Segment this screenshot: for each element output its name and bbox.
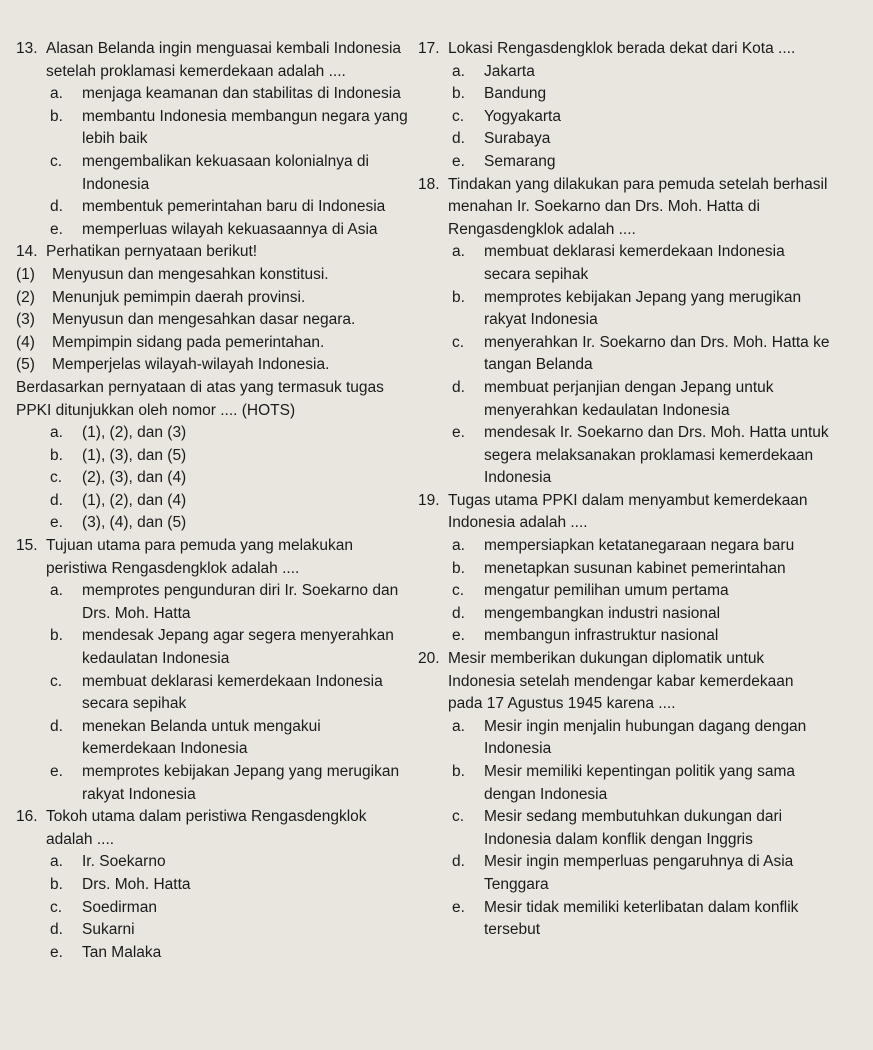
question-19 bbox=[418, 490, 830, 648]
question-15 bbox=[16, 535, 408, 806]
question-stem bbox=[16, 38, 408, 83]
option-b[interactable] bbox=[452, 83, 830, 106]
question-text: Alasan Belanda ingin menguasai kembali Indonesia setelah proklamasi kemerdekaan adalah .... bbox=[46, 40, 402, 80]
statement-number: (5) bbox=[16, 356, 35, 374]
option-text: Mesir tidak memiliki keterlibatan dalam konflik tersebut bbox=[484, 898, 799, 939]
option-d[interactable] bbox=[50, 919, 408, 942]
option-text: membentuk pemerintahan baru di Indonesia bbox=[82, 198, 386, 216]
statement-number: (2) bbox=[16, 288, 35, 306]
option-letter: b. bbox=[452, 85, 465, 103]
option-d[interactable] bbox=[50, 196, 408, 219]
option-letter: d. bbox=[50, 921, 63, 939]
option-text: menyerahkan Ir. Soekarno dan Drs. Moh. Hatta ke tangan Belanda bbox=[484, 333, 830, 374]
option-letter: b. bbox=[452, 763, 465, 780]
statement-text: Menyusun dan mengesahkan dasar negara. bbox=[52, 311, 356, 329]
option-letter: e. bbox=[452, 627, 465, 645]
option-letter: d. bbox=[50, 198, 63, 216]
option-text: Yogyakarta bbox=[484, 107, 561, 125]
option-d[interactable] bbox=[50, 716, 408, 761]
option-c[interactable] bbox=[50, 897, 408, 920]
question-text: Mesir memberikan dukungan diplomatik untuk Indonesia setelah mendengar kabar kemerdekaan pada 17 Agustus 1945 karena .... bbox=[448, 650, 794, 713]
option-text: Bandung bbox=[484, 85, 547, 103]
option-letter: d. bbox=[452, 378, 465, 396]
option-text: Mesir ingin memperluas pengaruhnya di Asia Tenggara bbox=[484, 853, 794, 893]
option-letter: a. bbox=[50, 424, 63, 442]
option-text: Jakarta bbox=[484, 62, 535, 80]
statement-text: Menunjuk pemimpin daerah provinsi. bbox=[52, 288, 306, 306]
option-e[interactable] bbox=[50, 942, 408, 965]
option-text: Tan Malaka bbox=[82, 943, 162, 961]
option-a[interactable] bbox=[452, 535, 830, 558]
statement-number: (4) bbox=[16, 333, 35, 351]
option-c[interactable] bbox=[50, 467, 408, 490]
option-d[interactable] bbox=[452, 128, 830, 151]
option-letter: a. bbox=[452, 62, 465, 80]
option-letter: c. bbox=[50, 672, 63, 690]
option-letter: b. bbox=[50, 107, 63, 125]
option-letter: d. bbox=[50, 717, 63, 735]
right-column bbox=[418, 38, 830, 942]
question-followup: Berdasarkan pernyataan di atas yang termasuk tugas PPKI ditunjukkan oleh nomor .... (HOTS) bbox=[16, 378, 384, 419]
option-letter: c. bbox=[452, 107, 465, 125]
option-b[interactable] bbox=[452, 287, 830, 332]
statement-number: (3) bbox=[16, 311, 35, 329]
option-e[interactable] bbox=[452, 625, 830, 648]
question-stem bbox=[16, 535, 408, 580]
option-text: mengembalikan kekuasaan kolonialnya di Indonesia bbox=[82, 152, 369, 193]
statement-text: Menyusun dan mengesahkan konstitusi. bbox=[52, 265, 329, 283]
statement bbox=[16, 287, 408, 310]
options-list bbox=[16, 422, 408, 535]
statement bbox=[16, 354, 408, 377]
option-text: (3), (4), dan (5) bbox=[82, 514, 187, 532]
option-letter: c. bbox=[50, 152, 63, 170]
option-e[interactable] bbox=[50, 761, 408, 806]
question-stem bbox=[418, 174, 830, 242]
option-letter: e. bbox=[452, 152, 465, 170]
question-17 bbox=[418, 38, 830, 174]
question-number: 19. bbox=[418, 491, 440, 509]
option-d[interactable] bbox=[50, 490, 408, 513]
question-text: Lokasi Rengasdengklok berada dekat dari Kota .... bbox=[448, 40, 796, 57]
option-text: Surabaya bbox=[484, 130, 551, 148]
option-b[interactable] bbox=[452, 558, 830, 581]
option-letter: a. bbox=[50, 582, 63, 600]
option-c[interactable] bbox=[452, 106, 830, 129]
option-text: membantu Indonesia membangun negara yang lebih baik bbox=[82, 107, 408, 148]
options-list bbox=[418, 535, 830, 648]
option-e[interactable] bbox=[452, 897, 830, 942]
option-a[interactable] bbox=[452, 716, 830, 761]
option-text: memprotes kebijakan Jepang yang merugikan rakyat Indonesia bbox=[82, 763, 400, 803]
option-text: memperluas wilayah kekuasaannya di Asia bbox=[82, 220, 378, 238]
option-text: membuat deklarasi kemerdekaan Indonesia secara sepihak bbox=[484, 243, 785, 283]
option-text: menjaga keamanan dan stabilitas di Indonesia bbox=[82, 85, 401, 103]
option-letter: b. bbox=[50, 875, 63, 893]
option-d[interactable] bbox=[452, 851, 830, 896]
option-a[interactable] bbox=[452, 241, 830, 286]
option-text: membuat deklarasi kemerdekaan Indonesia secara sepihak bbox=[82, 672, 383, 713]
option-a[interactable] bbox=[50, 580, 408, 625]
options-list bbox=[16, 83, 408, 241]
option-b[interactable] bbox=[452, 761, 830, 806]
option-text: menetapkan susunan kabinet pemerintahan bbox=[484, 559, 786, 577]
option-letter: b. bbox=[50, 627, 63, 645]
option-d[interactable] bbox=[452, 603, 830, 626]
option-letter: e. bbox=[452, 424, 465, 442]
statement-text: Memperjelas wilayah-wilayah Indonesia. bbox=[52, 356, 330, 374]
statement bbox=[16, 309, 408, 332]
option-a[interactable] bbox=[50, 83, 408, 106]
option-letter: e. bbox=[50, 763, 63, 780]
option-letter: a. bbox=[452, 537, 465, 555]
question-text: Tokoh utama dalam peristiwa Rengasdengklok adalah .... bbox=[46, 808, 367, 848]
option-b[interactable] bbox=[50, 874, 408, 897]
option-text: mempersiapkan ketatanegaraan negara baru bbox=[484, 537, 795, 555]
question-stem bbox=[16, 806, 408, 851]
option-d[interactable] bbox=[452, 377, 830, 422]
option-e[interactable] bbox=[452, 151, 830, 174]
option-a[interactable] bbox=[50, 851, 408, 874]
question-stem bbox=[418, 648, 830, 716]
question-stem bbox=[418, 490, 830, 535]
option-text: Mesir memiliki kepentingan politik yang sama dengan Indonesia bbox=[484, 763, 795, 803]
statement bbox=[16, 264, 408, 287]
option-text: membangun infrastruktur nasional bbox=[484, 627, 719, 645]
question-number: 14. bbox=[16, 243, 38, 261]
option-text: (1), (2), dan (3) bbox=[82, 424, 187, 442]
question-text: Perhatikan pernyataan berikut! bbox=[46, 243, 258, 261]
option-text: (1), (3), dan (5) bbox=[82, 446, 187, 464]
question-18 bbox=[418, 174, 830, 490]
option-c[interactable] bbox=[50, 671, 408, 716]
statement bbox=[16, 332, 408, 355]
question-number: 17. bbox=[418, 40, 440, 57]
option-letter: b. bbox=[50, 446, 63, 464]
option-letter: e. bbox=[50, 514, 63, 532]
option-letter: a. bbox=[50, 853, 63, 871]
option-text: memprotes pengunduran diri Ir. Soekarno dan Drs. Moh. Hatta bbox=[82, 582, 399, 622]
options-list bbox=[16, 851, 408, 964]
option-letter: d. bbox=[50, 491, 63, 509]
options-list bbox=[418, 716, 830, 942]
option-text: Soedirman bbox=[82, 898, 157, 916]
option-letter: c. bbox=[452, 582, 465, 600]
option-text: Drs. Moh. Hatta bbox=[82, 875, 191, 893]
question-text: Tujuan utama para pemuda yang melakukan peristiwa Rengasdengklok adalah .... bbox=[46, 537, 354, 577]
option-e[interactable] bbox=[50, 512, 408, 535]
question-stem bbox=[418, 38, 830, 61]
options-list bbox=[16, 580, 408, 806]
option-letter: c. bbox=[452, 808, 465, 826]
option-text: (2), (3), dan (4) bbox=[82, 469, 187, 487]
option-b[interactable] bbox=[50, 445, 408, 468]
option-letter: a. bbox=[452, 243, 465, 261]
question-14 bbox=[16, 241, 408, 535]
statement-number: (1) bbox=[16, 265, 35, 283]
statement-text: Mempimpin sidang pada pemerintahan. bbox=[52, 333, 325, 351]
question-number: 18. bbox=[418, 175, 440, 193]
option-letter: d. bbox=[452, 604, 465, 622]
option-a[interactable] bbox=[452, 61, 830, 84]
option-letter: d. bbox=[452, 853, 465, 871]
option-letter: b. bbox=[452, 288, 465, 306]
option-text: Sukarni bbox=[82, 921, 135, 939]
option-letter: c. bbox=[50, 469, 63, 487]
question-16 bbox=[16, 806, 408, 964]
option-letter: b. bbox=[452, 559, 465, 577]
option-letter: e. bbox=[452, 898, 465, 916]
question-20 bbox=[418, 648, 830, 942]
option-text: membuat perjanjian dengan Jepang untuk menyerahkan kedaulatan Indonesia bbox=[484, 378, 774, 419]
statements-list bbox=[16, 264, 408, 377]
question-number: 13. bbox=[16, 40, 38, 57]
option-text: mengembangkan industri nasional bbox=[484, 604, 721, 622]
question-stem bbox=[16, 241, 408, 264]
option-text: mendesak Jepang agar segera menyerahkan kedaulatan Indonesia bbox=[82, 627, 394, 668]
option-text: mengatur pemilihan umum pertama bbox=[484, 582, 729, 600]
option-b[interactable] bbox=[50, 106, 408, 151]
option-text: Mesir sedang membutuhkan dukungan dari Indonesia dalam konflik dengan Inggris bbox=[484, 808, 783, 848]
option-text: memprotes kebijakan Jepang yang merugikan rakyat Indonesia bbox=[484, 288, 802, 329]
option-c[interactable] bbox=[452, 580, 830, 603]
option-e[interactable] bbox=[50, 219, 408, 242]
option-text: menekan Belanda untuk mengakui kemerdekaan Indonesia bbox=[82, 717, 321, 758]
question-text: Tindakan yang dilakukan para pemuda setelah berhasil menahan Ir. Soekarno dan Drs. Moh. Hatta di Rengasdengklok adalah .... bbox=[448, 175, 828, 238]
option-letter: c. bbox=[50, 898, 63, 916]
option-c[interactable] bbox=[452, 806, 830, 851]
option-letter: c. bbox=[452, 333, 465, 351]
option-text: Mesir ingin menjalin hubungan dagang dengan Indonesia bbox=[484, 717, 807, 758]
left-column bbox=[16, 38, 408, 964]
option-text: Semarang bbox=[484, 152, 556, 170]
option-b[interactable] bbox=[50, 625, 408, 670]
option-e[interactable] bbox=[452, 422, 830, 490]
option-letter: a. bbox=[452, 717, 465, 735]
option-letter: a. bbox=[50, 85, 63, 103]
option-letter: d. bbox=[452, 130, 465, 148]
question-number: 15. bbox=[16, 537, 38, 555]
question-text: Tugas utama PPKI dalam menyambut kemerdekaan Indonesia adalah .... bbox=[448, 491, 808, 532]
option-text: (1), (2), dan (4) bbox=[82, 491, 187, 509]
options-list bbox=[418, 241, 830, 490]
option-text: mendesak Ir. Soekarno dan Drs. Moh. Hatta untuk segera melaksanakan proklamasi kemerdekaan Indonesia bbox=[484, 424, 829, 487]
question-number: 16. bbox=[16, 808, 38, 826]
option-letter: e. bbox=[50, 943, 63, 961]
question-number: 20. bbox=[418, 650, 440, 668]
option-a[interactable] bbox=[50, 422, 408, 445]
option-c[interactable] bbox=[452, 332, 830, 377]
option-c[interactable] bbox=[50, 151, 408, 196]
option-text: Ir. Soekarno bbox=[82, 853, 166, 871]
option-letter: e. bbox=[50, 220, 63, 238]
options-list bbox=[418, 61, 830, 174]
question-13 bbox=[16, 38, 408, 241]
